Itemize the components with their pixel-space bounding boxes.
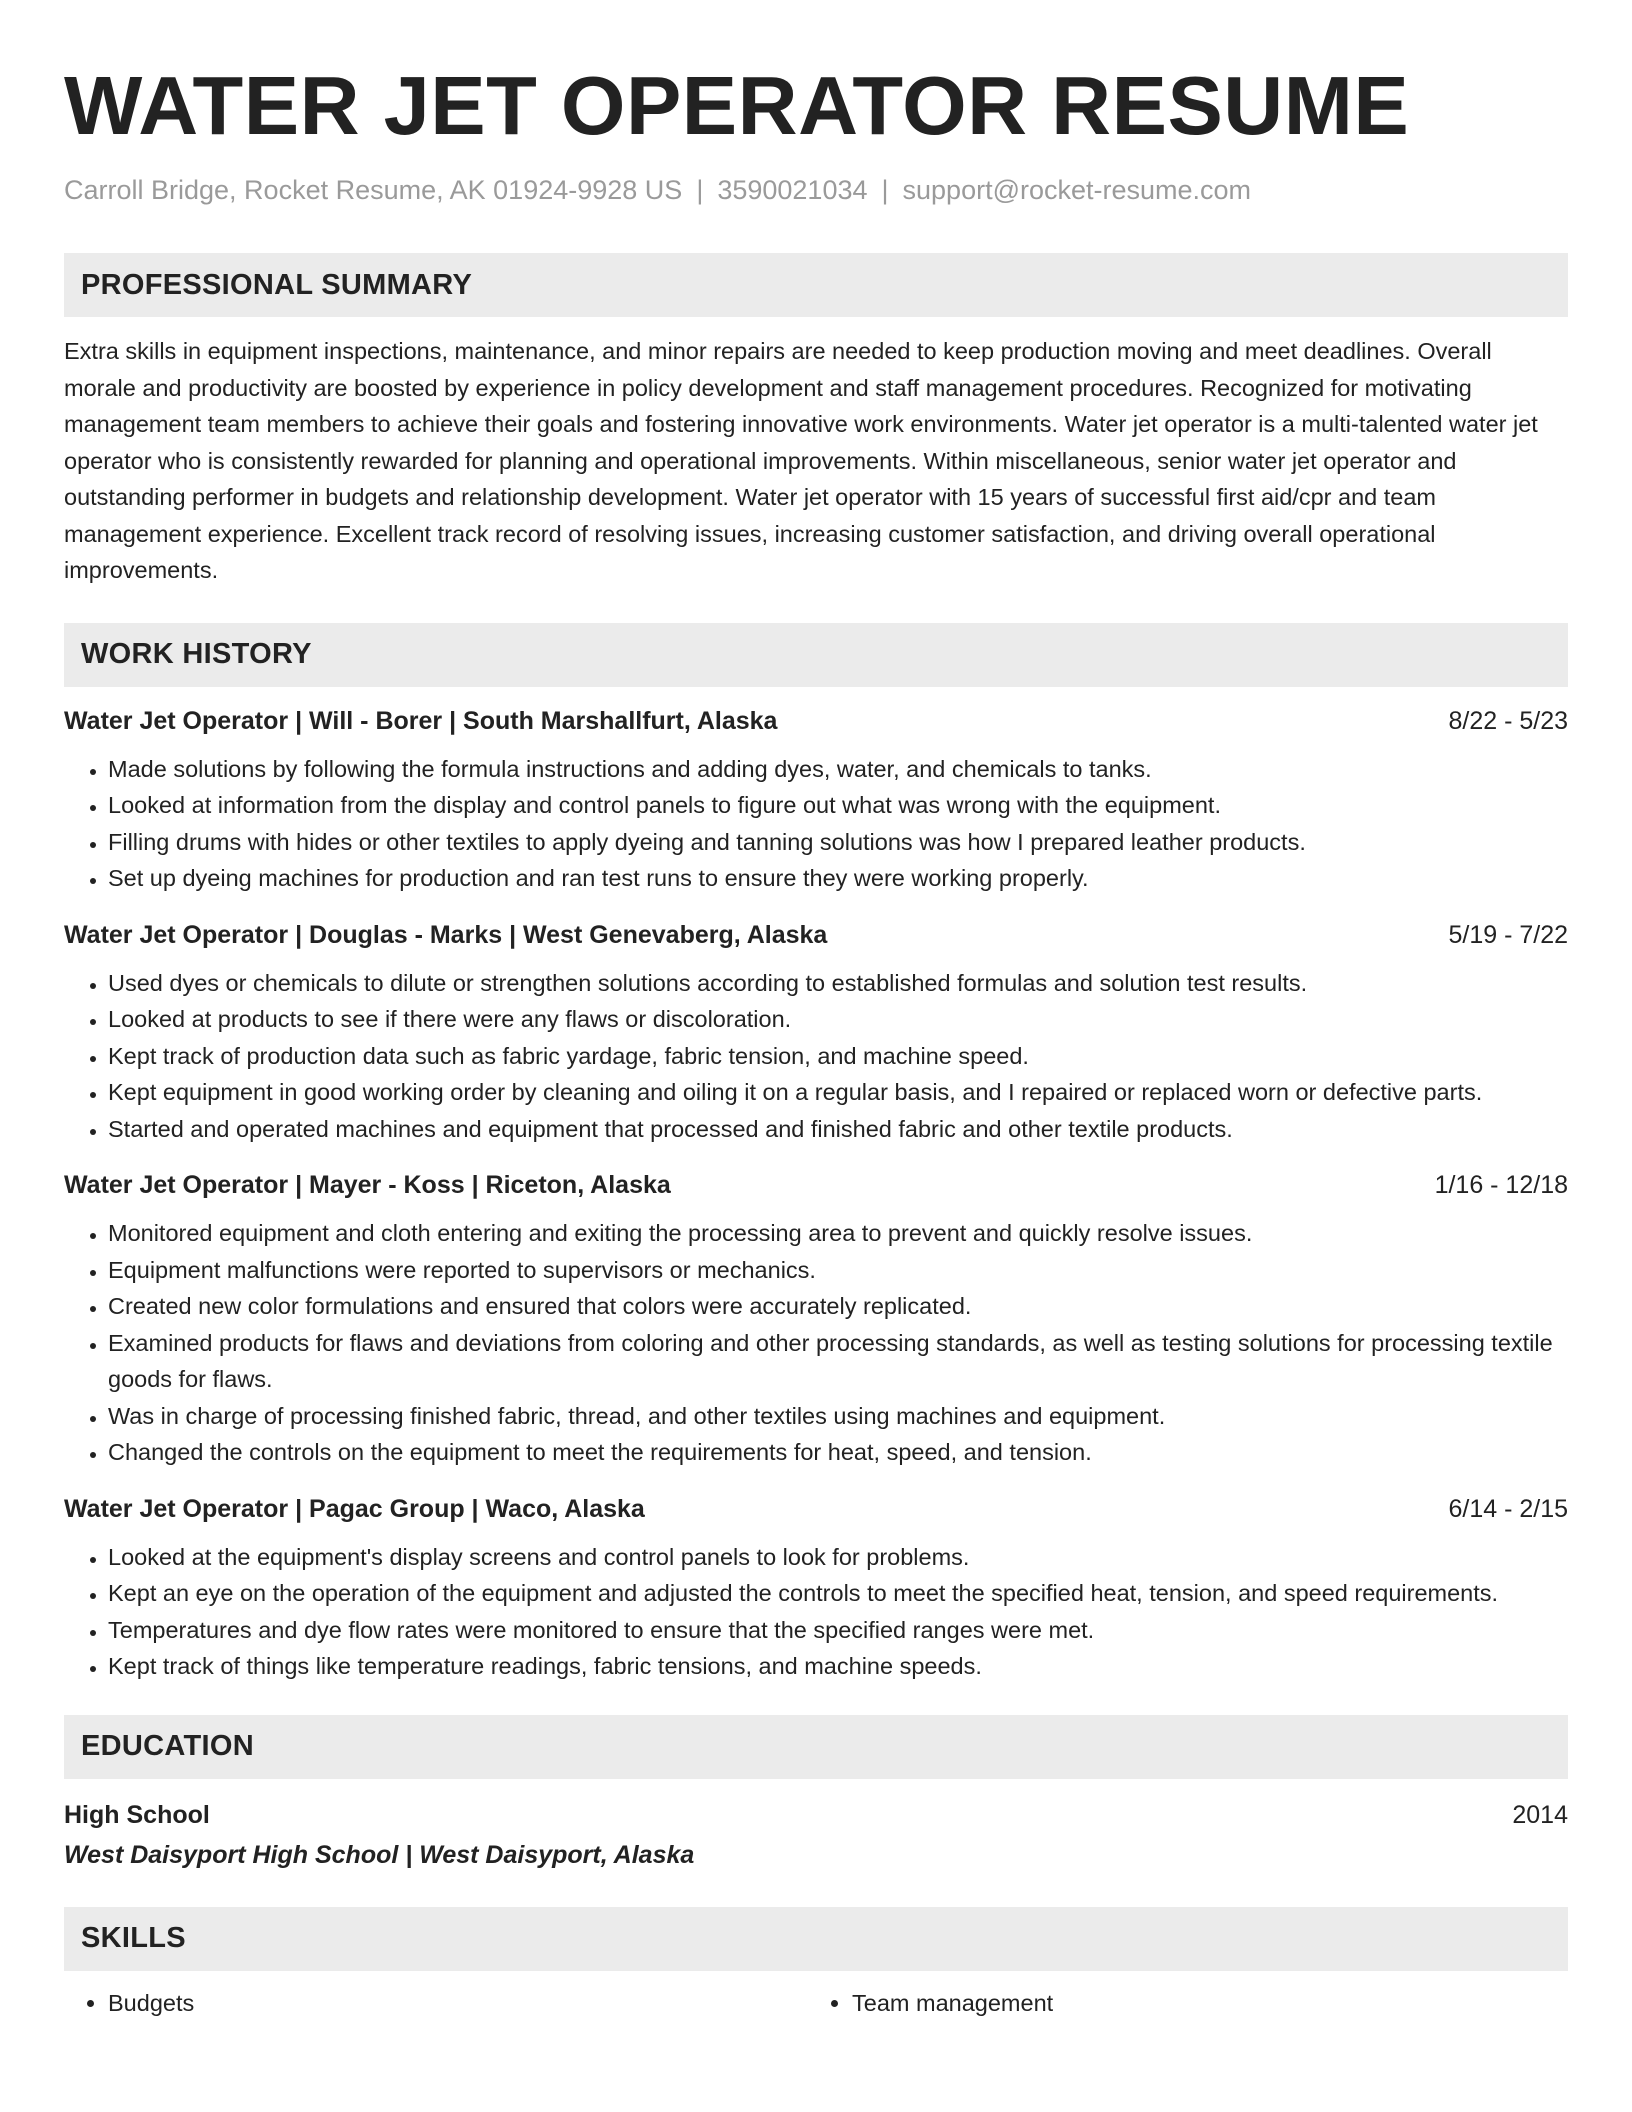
job-bullet: • Kept equipment in good working order by cleaning and oiling it on a regular basis, and I repaired or replaced worn or defective parts.	[108, 1074, 1568, 1111]
job-entry	[64, 705, 1568, 897]
job-bullet: • Created new color formulations and ensured that colors were accurately replicated.	[108, 1288, 1568, 1325]
work-history-heading: WORK HISTORY	[81, 638, 312, 671]
job-title: Water Jet Operator | Douglas - Marks | West Genevaberg, Alaska	[64, 920, 828, 949]
skills-section-header	[64, 1907, 1568, 1971]
job-bullet: • Started and operated machines and equipment that processed and finished fabric and other textile products.	[108, 1111, 1568, 1148]
job-entry	[64, 1169, 1568, 1471]
job-bullets	[64, 965, 1568, 1148]
job-bullet: • Filling drums with hides or other textiles to apply dyeing and tanning solutions was how I prepared leather products.	[108, 824, 1568, 861]
job-bullet: • Looked at information from the display and control panels to figure out what was wrong with the equipment.	[108, 787, 1568, 824]
job-header	[64, 705, 1568, 737]
summary-section-header	[64, 253, 1568, 317]
job-dates: 6/14 - 2/15	[1448, 1494, 1568, 1523]
education-section-header	[64, 1715, 1568, 1779]
job-bullet: • Examined products for flaws and deviations from coloring and other processing standards, as well as testing solutions for processing textile goods for flaws.	[108, 1325, 1568, 1398]
contact-phone: 3590021034	[717, 175, 868, 205]
job-header	[64, 919, 1568, 951]
job-bullets	[64, 1539, 1568, 1685]
job-entry	[64, 919, 1568, 1148]
job-bullets	[64, 1215, 1568, 1471]
job-bullet: • Kept track of production data such as fabric yardage, fabric tension, and machine speed.	[108, 1038, 1568, 1075]
contact-line	[64, 174, 1568, 206]
summary-text: Extra skills in equipment inspections, maintenance, and minor repairs are needed to keep production moving and meet deadlines. Overall morale and productivity are boosted by experience in policy development and staff management procedures. Recognized for motivating management team members to achieve their goals and fostering innovative work environments. Water jet operator is a multi-talented water jet operator who is consistently rewarded for planning and operational improvements. Within miscellaneous, senior water jet operator and outstanding performer in budgets and relationship development. Water jet operator with 15 years of successful first aid/cpr and team management experience. Excellent track record of resolving issues, increasing customer satisfaction, and driving overall operational improvements.	[64, 338, 1538, 584]
contact-email: support@rocket-resume.com	[902, 175, 1252, 205]
skill-item: • Team management	[852, 1985, 1552, 2022]
job-dates: 5/19 - 7/22	[1448, 920, 1568, 949]
contact-address: Carroll Bridge, Rocket Resume, AK 01924-9928 US	[64, 175, 683, 205]
job-title: Water Jet Operator | Will - Borer | South Marshallfurt, Alaska	[64, 706, 778, 735]
job-bullet: • Changed the controls on the equipment to meet the requirements for heat, speed, and tension.	[108, 1434, 1568, 1471]
skills-column-right	[808, 1985, 1552, 2022]
education-school: West Daisyport High School | West Daisyport, Alaska	[64, 1840, 695, 1869]
job-bullet: • Kept an eye on the operation of the equipment and adjusted the controls to meet the specified heat, tension, and speed requirements.	[108, 1575, 1568, 1612]
skills-list	[64, 1985, 1568, 2022]
job-bullet: • Used dyes or chemicals to dilute or strengthen solutions according to established formulas and solution test results.	[108, 965, 1568, 1002]
job-title: Water Jet Operator | Mayer - Koss | Riceton, Alaska	[64, 1171, 671, 1200]
education-year: 2014	[1512, 1800, 1568, 1829]
resume-title: WATER JET OPERATOR RESUME	[64, 59, 1410, 152]
job-entry	[64, 1493, 1568, 1685]
contact-separator: |	[881, 175, 889, 205]
job-title: Water Jet Operator | Pagac Group | Waco, Alaska	[64, 1494, 645, 1523]
job-bullet: • Kept track of things like temperature readings, fabric tensions, and machine speeds.	[108, 1648, 1568, 1685]
job-header	[64, 1493, 1568, 1525]
job-header	[64, 1169, 1568, 1201]
job-bullet: • Monitored equipment and cloth entering and exiting the processing area to prevent and quickly resolve issues.	[108, 1215, 1568, 1252]
skill-item: • Budgets	[108, 1985, 808, 2022]
job-bullet: • Made solutions by following the formula instructions and adding dyes, water, and chemicals to tanks.	[108, 751, 1568, 788]
job-bullet: • Equipment malfunctions were reported to supervisors or mechanics.	[108, 1252, 1568, 1289]
skills-column-left	[64, 1985, 808, 2022]
work-history-section-header	[64, 623, 1568, 687]
job-dates: 1/16 - 12/18	[1434, 1171, 1568, 1200]
job-dates: 8/22 - 5/23	[1448, 706, 1568, 735]
education-entry-header	[64, 1799, 1568, 1831]
education-degree: High School	[64, 1800, 210, 1829]
job-bullets	[64, 751, 1568, 897]
job-bullet: • Temperatures and dye flow rates were monitored to ensure that the specified ranges were met.	[108, 1612, 1568, 1649]
contact-separator: |	[696, 175, 704, 205]
job-bullet: • Looked at products to see if there were any flaws or discoloration.	[108, 1001, 1568, 1038]
job-bullet: • Was in charge of processing finished fabric, thread, and other textiles using machines and equipment.	[108, 1398, 1568, 1435]
summary-heading: PROFESSIONAL SUMMARY	[81, 268, 473, 301]
job-bullet: • Looked at the equipment's display screens and control panels to look for problems.	[108, 1539, 1568, 1576]
education-heading: EDUCATION	[81, 1730, 254, 1763]
skills-heading: SKILLS	[81, 1922, 186, 1955]
job-bullet: • Set up dyeing machines for production and ran test runs to ensure they were working properly.	[108, 860, 1568, 897]
